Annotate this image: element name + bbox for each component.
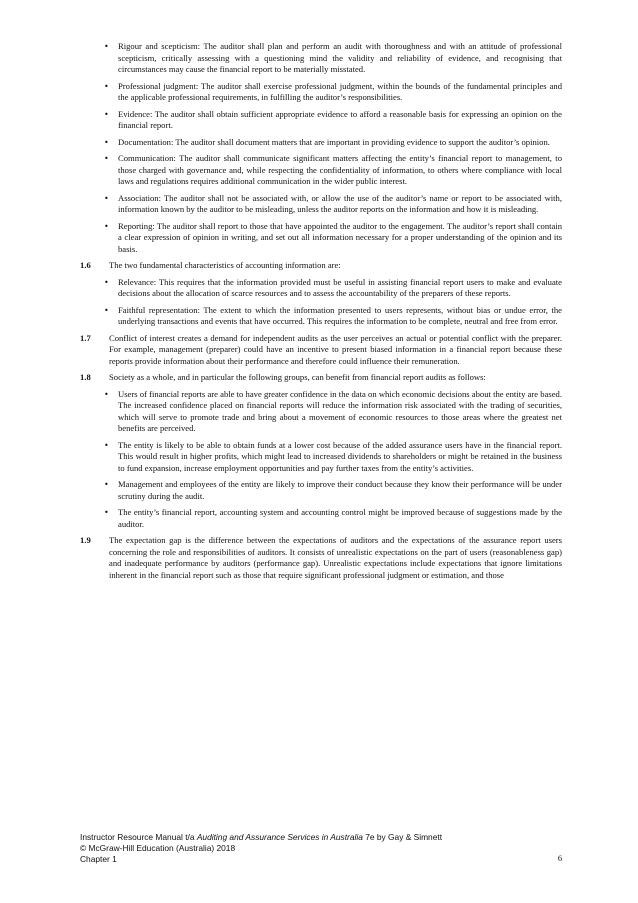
bullet-text: Management and employees of the entity are likely to improve their conduct because they know their performance will be under scrutiny during the audit. [118,479,562,501]
bullet-text: Users of financial reports are able to have greater confidence in the data on which economic decisions about the entity are based. The increased confidence placed on financial reports will reduce the information risk associated with the trading of securities, which will serve to promote trade and bring about a movement of economic resources to those areas where the greatest net benefits are perceived. [118,388,562,433]
section-number: 1.6 [80,260,91,270]
bullet-icon: • [104,81,109,91]
list-item [80,81,562,104]
bullet-text: Documentation: The auditor shall document matters that are important in providing evidence to support the auditor’s opinion. [118,136,550,147]
book-title: Auditing and Assurance Services in Australia [196,832,363,842]
bullet-icon: • [104,305,109,315]
copyright-line: © McGraw-Hill Education (Australia) 2018 [80,842,236,853]
section-1-8 [80,372,562,530]
list-item [80,389,562,435]
section-number: 1.7 [80,332,91,343]
footer-prefix: Instructor Resource Manual t/a [80,832,197,842]
bullet-text: Reporting: The auditor shall report to those that have appointed the auditor to the engagement. The auditor’s report shall contain a clear expression of opinion in writing, and set out all information necessary for a proper understanding of the opinion and its basis. [118,220,562,254]
section-1-7 [80,333,562,368]
section-paragraph: The expectation gap is the difference between the expectations of auditors and the expectations of the assurance report users concerning the role and responsibilities of auditors. It consists of unrealistic expectations on the part of users (reasonableness gap) and inadequate performance by auditors (performance gap). Unrealistic expectations include expectations that ignore limitations inherent in the financial report such as those that require significant professional judgment or estimation, and those [109,535,562,580]
section-paragraph: Conflict of interest creates a demand for independent audits as the user perceives an actual or potential conflict with the preparer. For example, management (preparer) could have an incentive to present biased information in a financial report because these reports provide information about their performance and therefore could influence their remuneration. [109,332,562,366]
bullet-text: Relevance: This requires that the information provided must be useful in assisting financial report users to make and evaluate decisions about the allocation of scarce resources and to assess the accountability of the preparers of these reports. [118,276,562,298]
bullet-text: The entity’s financial report, accounting system and accounting control might be improved because of suggestions made by the auditor. [118,507,562,529]
bullet-icon: • [104,440,109,450]
list-item [80,507,562,530]
bullet-text: Evidence: The auditor shall obtain sufficient appropriate evidence to afford a reasonable basis for expressing an opinion on the financial report. [118,108,562,130]
bullet-icon: • [104,480,109,489]
bullet-icon: • [104,193,109,203]
bullet-text: Faithful representation: The extent to which the information presented to users represents, without bias or undue error, the underlying transactions and events that have occurred. This requires the information to be complete, neutral and free from error. [118,304,562,326]
section-intro: The two fundamental characteristics of accounting information are: [109,260,341,270]
bullet-text: Professional judgment: The auditor shall exercise professional judgment, within the bounds of the fundamental principles and the applicable professional requirements, in fulfilling the auditor’s responsibilities. [118,80,562,102]
page-footer [80,832,562,864]
list-item [80,137,562,149]
bullet-text: Communication: The auditor shall communicate significant matters affecting the entity’s financial report to management, to those charged with governance and, while respecting the confidentiality of information, to others where compliance with local laws and regulations requires additional communication in the wider public interest. [118,153,562,186]
list-item [80,440,562,475]
list-item [80,41,562,76]
chapter-label: Chapter 1 [80,853,117,864]
bullet-icon: • [104,109,109,119]
section-number: 1.9 [80,535,91,545]
bullet-icon: • [104,137,109,147]
bullet-icon: • [104,221,109,231]
list-item [80,479,562,502]
list-item [80,109,562,132]
bullet-text: The entity is likely to be able to obtain funds at a lower cost because of the added assurance users have in the financial report. This would result in higher profits, which might lead to increased dividends to shareholders or might be retained in the business to fund expansion, increase employment opportunities and pay further taxes from the entity’s activities. [118,439,562,473]
list-item [80,221,562,256]
section-number: 1.8 [80,372,91,382]
section-intro: Society as a whole, and in particular the following groups, can benefit from financial report audits as follows: [109,372,486,382]
bullet-icon: • [104,154,109,163]
list-item [80,153,562,188]
bullet-text: Association: The auditor shall not be associated with, or allow the use of the auditor’s name or report to be associated with, information known by the auditor to be misleading, unless the auditor reports on the information and how it is misleading. [118,192,562,214]
bullet-icon: • [104,42,109,51]
bullet-icon: • [104,508,109,517]
page-number: 6 [557,853,562,863]
bullet-text: Rigour and scepticism: The auditor shall plan and perform an audit with thoroughness and with an attitude of professional scepticism, critically assessing with a questioning mind the validity and reliability of evidence, and recognising that circumstances may cause the financial report to be materially misstated. [118,41,562,74]
list-item [80,305,562,328]
bullet-icon: • [104,389,109,399]
footer-line-1 [80,832,562,843]
section-1-6 [80,260,562,328]
list-item [80,277,562,300]
page-content [80,41,562,586]
bullet-icon: • [104,277,109,287]
section-1-9 [80,535,562,581]
list-item [80,193,562,216]
footer-suffix: 7e by Gay & Simnett [362,832,443,842]
